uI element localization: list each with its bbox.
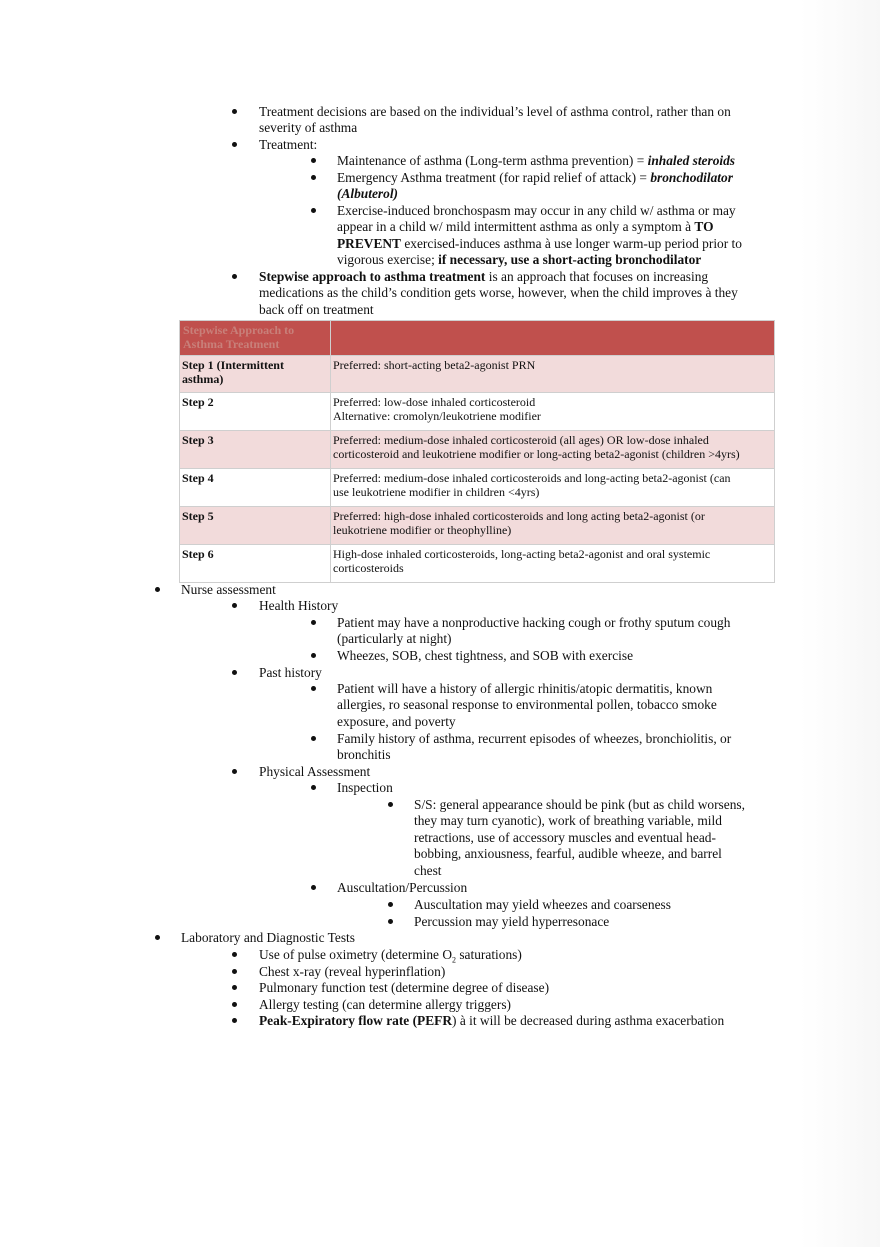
bullet-icon: [311, 736, 316, 741]
desc-cell: Preferred: high-dose inhaled corticosteroids and long acting beta2-agonist (or leukotriene modifier or theophylline): [331, 507, 775, 545]
bullet-icon: [155, 587, 160, 592]
table-row: [180, 507, 775, 545]
step-cell: Step 1 (Intermittent asthma): [180, 356, 331, 393]
auscultation-text: Auscultation may yield wheezes and coarseness: [414, 897, 671, 912]
table-row: [180, 356, 775, 393]
pulmonary-function-text: Pulmonary function test (determine degree of disease): [259, 980, 550, 995]
bullet-icon: [311, 785, 316, 790]
table-header-cell-empty: [331, 321, 775, 356]
bullet-icon: [232, 274, 237, 279]
pefr-text: Peak-Expiratory flow rate (PEFR) à it will be decreased during asthma exacerbation: [259, 1013, 725, 1028]
bullet-icon: [232, 952, 237, 957]
bullet-icon: [232, 985, 237, 990]
signs-symptoms-text: S/S: general appearance should be pink (but as child worsens, they may turn cyanotic), work of breathing variable, mild retractions, use of accessory muscles and eventual head- bobbing, anxiousness, fearful, audible wheeze, and barrel chest: [414, 797, 745, 878]
bullet-icon: [232, 1018, 237, 1023]
cough-text: Patient may have a nonproductive hacking cough or frothy sputum cough (particularly at night): [337, 615, 731, 647]
step-cell: Step 2: [180, 393, 331, 431]
bullet-icon: [388, 902, 393, 907]
inspection-heading: Inspection: [337, 780, 393, 795]
nurse-assessment-heading: Nurse assessment: [181, 582, 276, 597]
wheezes-text: Wheezes, SOB, chest tightness, and SOB with exercise: [337, 648, 634, 663]
bullet-icon: [311, 620, 316, 625]
desc-cell: Preferred: short-acting beta2-agonist PRN: [331, 356, 775, 393]
desc-cell: Preferred: medium-dose inhaled corticosteroids and long-acting beta2-agonist (can use leukotriene modifier in children <4yrs): [331, 469, 775, 507]
health-history-heading: Health History: [259, 598, 339, 613]
step-cell: Step 5: [180, 507, 331, 545]
bullet-icon: [232, 769, 237, 774]
pulse-oximetry-text: Use of pulse oximetry (determine $O_2$ saturations): [259, 947, 522, 965]
desc-cell: High-dose inhaled corticosteroids, long-acting beta2-agonist and oral systemic corticosteroids: [331, 545, 775, 583]
emergency-text: Emergency Asthma treatment (for rapid relief of attack) = bronchodilator (Albuterol): [337, 170, 733, 202]
bullet-icon: [232, 1002, 237, 1007]
lab-tests-heading: Laboratory and Diagnostic Tests: [181, 930, 355, 945]
table-row: [180, 545, 775, 583]
maintenance-text: Maintenance of asthma (Long-term asthma prevention) = inhaled steroids: [337, 153, 736, 168]
allergic-history-text: Patient will have a history of allergic rhinitis/atopic dermatitis, known allergies, ro seasonal response to environmental pollen, tobacco smoke exposure, and poverty: [337, 681, 717, 729]
bullet-icon: [311, 208, 316, 213]
bullet-icon: [311, 175, 316, 180]
bullet-icon: [232, 969, 237, 974]
stepwise-table: [179, 320, 775, 583]
stepwise-text: Stepwise approach to asthma treatment is an approach that focuses on increasing medications as the child’s condition gets worse, however, when the child improves à they back off on treatment: [259, 269, 738, 317]
physical-assessment-heading: Physical Assessment: [259, 764, 371, 779]
step-cell: Step 6: [180, 545, 331, 583]
table-row: [180, 431, 775, 469]
family-history-text: Family history of asthma, recurrent episodes of wheezes, bronchiolitis, or bronchitis: [337, 731, 732, 763]
table-header-cell: Stepwise Approach to Asthma Treatment: [180, 321, 331, 356]
chest-xray-text: Chest x-ray (reveal hyperinflation): [259, 964, 446, 979]
bullet-icon: [155, 935, 160, 940]
allergy-testing-text: Allergy testing (can determine allergy triggers): [259, 997, 511, 1012]
table-row: [180, 393, 775, 431]
treatment-heading: Treatment:: [259, 137, 318, 152]
step-cell: Step 3: [180, 431, 331, 469]
bullet-icon: [232, 670, 237, 675]
exercise-induced-text: Exercise-induced bronchospasm may occur in any child w/ asthma or may appear in a child w/ mild intermittent asthma as only a symptom à TO PREVENT exercised-induces asthma à use longer warm-up period prior to vigorous exercise; if necessary, use a short-acting bronchodilator: [337, 203, 742, 268]
past-history-heading: Past history: [259, 665, 322, 680]
bullet-icon: [232, 109, 237, 114]
bullet-icon: [311, 653, 316, 658]
bullet-icon: [311, 885, 316, 890]
bullet-icon: [311, 686, 316, 691]
table-row: [180, 469, 775, 507]
table-header-row: [180, 321, 775, 356]
desc-cell: Preferred: low-dose inhaled corticosteroid Alternative: cromolyn/leukotriene modifier: [331, 393, 775, 431]
bullet-icon: [388, 802, 393, 807]
desc-cell: Preferred: medium-dose inhaled corticosteroid (all ages) OR low-dose inhaled corticosteroid and leukotriene modifier or long-acting beta2-agonist (children >4yrs): [331, 431, 775, 469]
auscultation-percussion-heading: Auscultation/Percussion: [337, 880, 468, 895]
bullet-icon: [311, 158, 316, 163]
bullet-icon: [232, 142, 237, 147]
treatment-decisions-text: Treatment decisions are based on the individual’s level of asthma control, rather than on severity of asthma: [259, 104, 731, 136]
bullet-icon: [232, 603, 237, 608]
step-cell: Step 4: [180, 469, 331, 507]
percussion-text: Percussion may yield hyperresonace: [414, 914, 610, 929]
bullet-icon: [388, 919, 393, 924]
